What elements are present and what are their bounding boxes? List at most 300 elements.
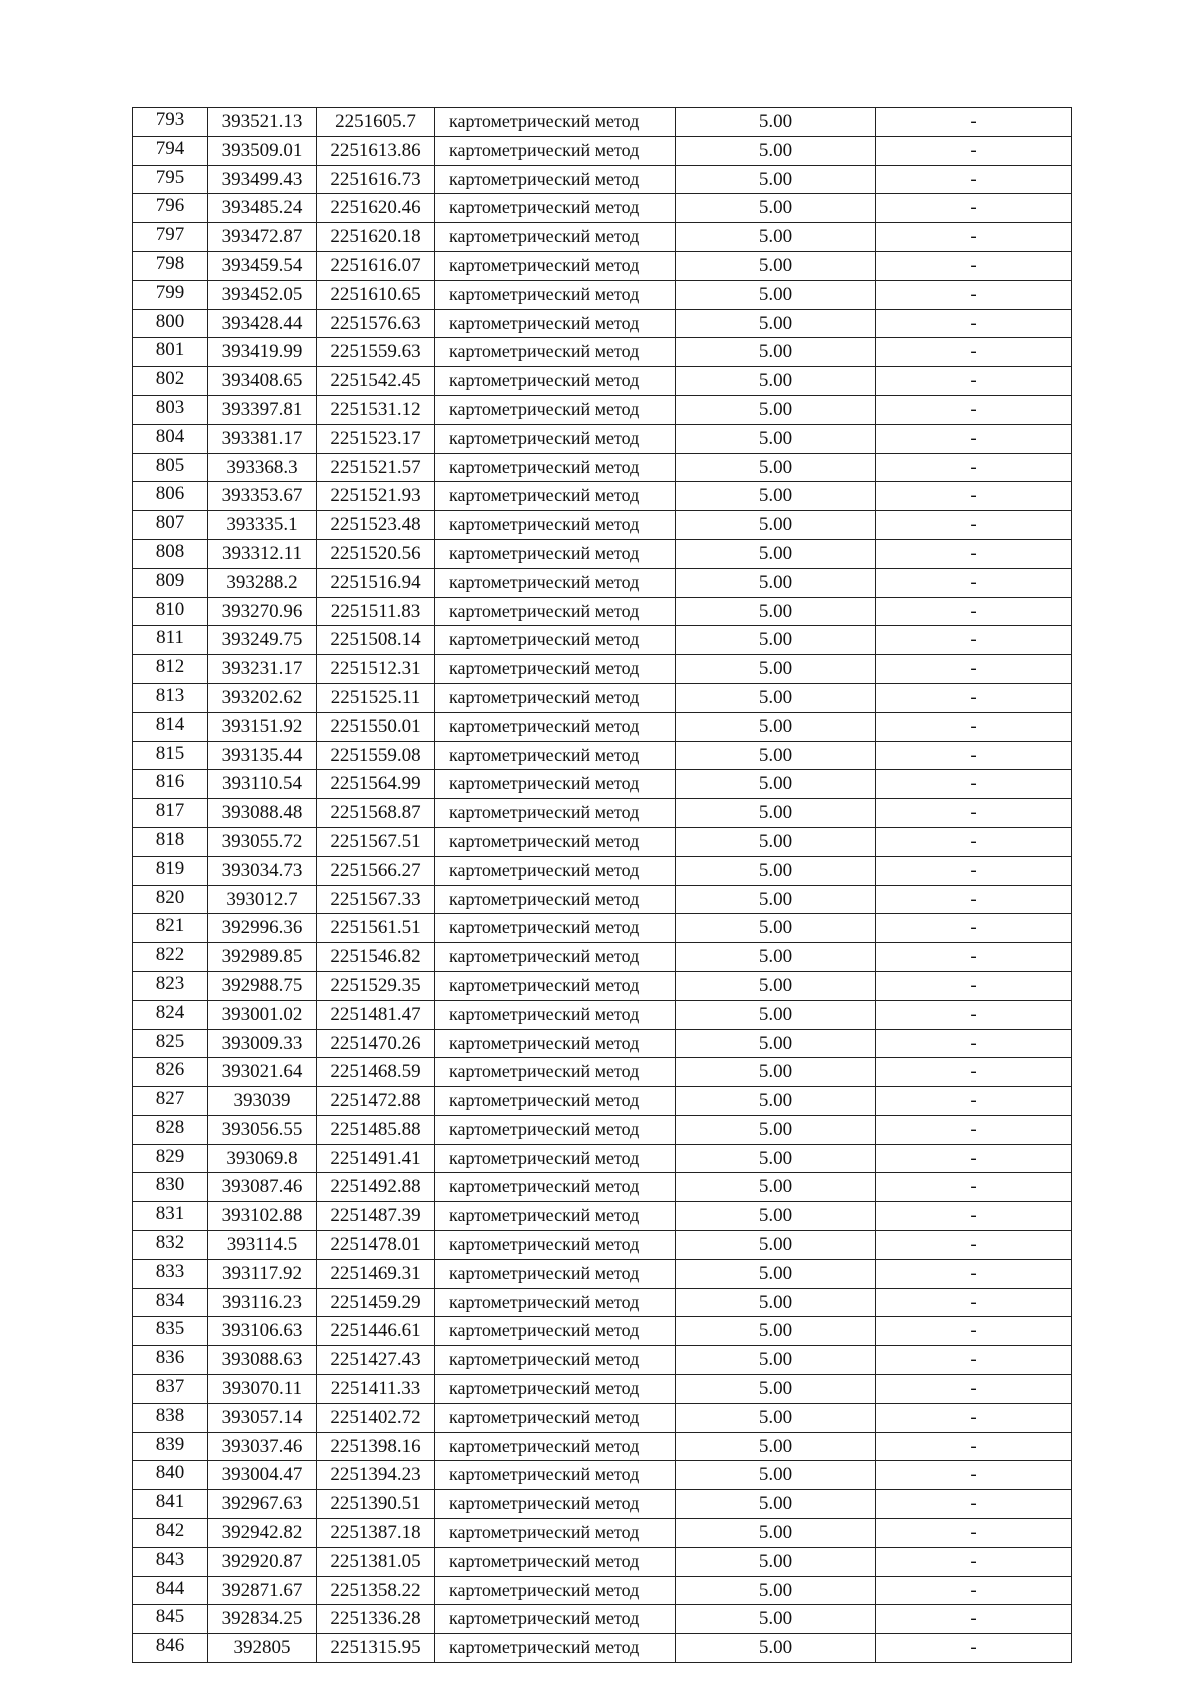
point-number-cell: 833 — [133, 1259, 208, 1288]
note-cell: - — [876, 1000, 1072, 1029]
x-coordinate-cell: 393037.46 — [208, 1432, 317, 1461]
x-coordinate-cell: 392988.75 — [208, 971, 317, 1000]
note-cell: - — [876, 712, 1072, 741]
table-row — [133, 655, 1072, 684]
point-number-cell: 826 — [133, 1058, 208, 1087]
accuracy-cell: 5.00 — [676, 194, 876, 223]
note-cell: - — [876, 482, 1072, 511]
x-coordinate-cell: 393249.75 — [208, 626, 317, 655]
x-coordinate-cell: 393288.2 — [208, 568, 317, 597]
y-coordinate-cell: 2251521.93 — [317, 482, 435, 511]
note-cell: - — [876, 655, 1072, 684]
method-cell: картометрический метод — [435, 424, 676, 453]
accuracy-cell: 5.00 — [676, 597, 876, 626]
point-number-cell: 840 — [133, 1461, 208, 1490]
accuracy-cell: 5.00 — [676, 1490, 876, 1519]
accuracy-cell: 5.00 — [676, 338, 876, 367]
x-coordinate-cell: 393057.14 — [208, 1403, 317, 1432]
y-coordinate-cell: 2251336.28 — [317, 1605, 435, 1634]
point-number-cell: 795 — [133, 165, 208, 194]
accuracy-cell: 5.00 — [676, 971, 876, 1000]
method-cell: картометрический метод — [435, 1231, 676, 1260]
x-coordinate-cell: 393116.23 — [208, 1288, 317, 1317]
x-coordinate-cell: 393509.01 — [208, 136, 317, 165]
x-coordinate-cell: 393381.17 — [208, 424, 317, 453]
method-cell: картометрический метод — [435, 943, 676, 972]
point-number-cell: 822 — [133, 943, 208, 972]
y-coordinate-cell: 2251566.27 — [317, 856, 435, 885]
table-row — [133, 251, 1072, 280]
accuracy-cell: 5.00 — [676, 1634, 876, 1663]
table-row — [133, 885, 1072, 914]
table-row — [133, 626, 1072, 655]
method-cell: картометрический метод — [435, 165, 676, 194]
point-number-cell: 819 — [133, 856, 208, 885]
note-cell: - — [876, 799, 1072, 828]
x-coordinate-cell: 393009.33 — [208, 1029, 317, 1058]
method-cell: картометрический метод — [435, 712, 676, 741]
note-cell: - — [876, 136, 1072, 165]
y-coordinate-cell: 2251567.51 — [317, 827, 435, 856]
method-cell: картометрический метод — [435, 1605, 676, 1634]
method-cell: картометрический метод — [435, 1000, 676, 1029]
accuracy-cell: 5.00 — [676, 1461, 876, 1490]
accuracy-cell: 5.00 — [676, 424, 876, 453]
x-coordinate-cell: 393070.11 — [208, 1375, 317, 1404]
x-coordinate-cell: 393368.3 — [208, 453, 317, 482]
x-coordinate-cell: 393202.62 — [208, 683, 317, 712]
point-number-cell: 844 — [133, 1576, 208, 1605]
method-cell: картометрический метод — [435, 1058, 676, 1087]
table-row — [133, 136, 1072, 165]
y-coordinate-cell: 2251381.05 — [317, 1547, 435, 1576]
y-coordinate-cell: 2251469.31 — [317, 1259, 435, 1288]
point-number-cell: 816 — [133, 770, 208, 799]
note-cell: - — [876, 885, 1072, 914]
x-coordinate-cell: 393021.64 — [208, 1058, 317, 1087]
y-coordinate-cell: 2251546.82 — [317, 943, 435, 972]
accuracy-cell: 5.00 — [676, 165, 876, 194]
table-row — [133, 741, 1072, 770]
x-coordinate-cell: 393055.72 — [208, 827, 317, 856]
note-cell: - — [876, 1144, 1072, 1173]
method-cell: картометрический метод — [435, 1144, 676, 1173]
point-number-cell: 809 — [133, 568, 208, 597]
x-coordinate-cell: 393521.13 — [208, 108, 317, 137]
point-number-cell: 843 — [133, 1547, 208, 1576]
point-number-cell: 837 — [133, 1375, 208, 1404]
accuracy-cell: 5.00 — [676, 1231, 876, 1260]
table-row — [133, 1490, 1072, 1519]
y-coordinate-cell: 2251481.47 — [317, 1000, 435, 1029]
coordinates-table-body — [133, 108, 1072, 1663]
table-row — [133, 1634, 1072, 1663]
y-coordinate-cell: 2251620.18 — [317, 223, 435, 252]
note-cell: - — [876, 1288, 1072, 1317]
note-cell: - — [876, 597, 1072, 626]
point-number-cell: 842 — [133, 1519, 208, 1548]
method-cell: картометрический метод — [435, 1519, 676, 1548]
method-cell: картометрический метод — [435, 655, 676, 684]
note-cell: - — [876, 568, 1072, 597]
accuracy-cell: 5.00 — [676, 1173, 876, 1202]
table-row — [133, 1547, 1072, 1576]
accuracy-cell: 5.00 — [676, 1375, 876, 1404]
point-number-cell: 839 — [133, 1432, 208, 1461]
note-cell: - — [876, 1259, 1072, 1288]
y-coordinate-cell: 2251561.51 — [317, 914, 435, 943]
method-cell: картометрический метод — [435, 1288, 676, 1317]
point-number-cell: 834 — [133, 1288, 208, 1317]
table-row — [133, 194, 1072, 223]
method-cell: картометрический метод — [435, 626, 676, 655]
y-coordinate-cell: 2251390.51 — [317, 1490, 435, 1519]
point-number-cell: 806 — [133, 482, 208, 511]
method-cell: картометрический метод — [435, 194, 676, 223]
accuracy-cell: 5.00 — [676, 539, 876, 568]
accuracy-cell: 5.00 — [676, 885, 876, 914]
point-number-cell: 814 — [133, 712, 208, 741]
point-number-cell: 831 — [133, 1202, 208, 1231]
x-coordinate-cell: 392942.82 — [208, 1519, 317, 1548]
accuracy-cell: 5.00 — [676, 1576, 876, 1605]
x-coordinate-cell: 392871.67 — [208, 1576, 317, 1605]
method-cell: картометрический метод — [435, 1403, 676, 1432]
accuracy-cell: 5.00 — [676, 1547, 876, 1576]
coordinates-table — [132, 107, 1072, 1663]
accuracy-cell: 5.00 — [676, 827, 876, 856]
point-number-cell: 823 — [133, 971, 208, 1000]
y-coordinate-cell: 2251525.11 — [317, 683, 435, 712]
note-cell: - — [876, 1432, 1072, 1461]
table-row — [133, 1519, 1072, 1548]
point-number-cell: 813 — [133, 683, 208, 712]
note-cell: - — [876, 1346, 1072, 1375]
x-coordinate-cell: 393459.54 — [208, 251, 317, 280]
table-row — [133, 971, 1072, 1000]
point-number-cell: 803 — [133, 395, 208, 424]
table-row — [133, 1375, 1072, 1404]
table-row — [133, 1231, 1072, 1260]
x-coordinate-cell: 393087.46 — [208, 1173, 317, 1202]
note-cell: - — [876, 1202, 1072, 1231]
method-cell: картометрический метод — [435, 511, 676, 540]
y-coordinate-cell: 2251491.41 — [317, 1144, 435, 1173]
x-coordinate-cell: 393004.47 — [208, 1461, 317, 1490]
y-coordinate-cell: 2251508.14 — [317, 626, 435, 655]
note-cell: - — [876, 453, 1072, 482]
x-coordinate-cell: 393088.63 — [208, 1346, 317, 1375]
accuracy-cell: 5.00 — [676, 251, 876, 280]
note-cell: - — [876, 1490, 1072, 1519]
note-cell: - — [876, 108, 1072, 137]
note-cell: - — [876, 1317, 1072, 1346]
table-row — [133, 1317, 1072, 1346]
point-number-cell: 827 — [133, 1087, 208, 1116]
x-coordinate-cell: 392920.87 — [208, 1547, 317, 1576]
x-coordinate-cell: 392967.63 — [208, 1490, 317, 1519]
method-cell: картометрический метод — [435, 1029, 676, 1058]
table-row — [133, 108, 1072, 137]
method-cell: картометрический метод — [435, 1461, 676, 1490]
point-number-cell: 817 — [133, 799, 208, 828]
point-number-cell: 802 — [133, 367, 208, 396]
note-cell: - — [876, 741, 1072, 770]
point-number-cell: 824 — [133, 1000, 208, 1029]
note-cell: - — [876, 1375, 1072, 1404]
y-coordinate-cell: 2251492.88 — [317, 1173, 435, 1202]
method-cell: картометрический метод — [435, 914, 676, 943]
accuracy-cell: 5.00 — [676, 1029, 876, 1058]
x-coordinate-cell: 392805 — [208, 1634, 317, 1663]
point-number-cell: 798 — [133, 251, 208, 280]
point-number-cell: 821 — [133, 914, 208, 943]
y-coordinate-cell: 2251576.63 — [317, 309, 435, 338]
point-number-cell: 805 — [133, 453, 208, 482]
point-number-cell: 825 — [133, 1029, 208, 1058]
method-cell: картометрический метод — [435, 1432, 676, 1461]
method-cell: картометрический метод — [435, 453, 676, 482]
accuracy-cell: 5.00 — [676, 108, 876, 137]
x-coordinate-cell: 393353.67 — [208, 482, 317, 511]
method-cell: картометрический метод — [435, 1317, 676, 1346]
table-row — [133, 1058, 1072, 1087]
method-cell: картометрический метод — [435, 1346, 676, 1375]
point-number-cell: 818 — [133, 827, 208, 856]
x-coordinate-cell: 393270.96 — [208, 597, 317, 626]
method-cell: картометрический метод — [435, 1115, 676, 1144]
point-number-cell: 796 — [133, 194, 208, 223]
table-row — [133, 683, 1072, 712]
x-coordinate-cell: 393485.24 — [208, 194, 317, 223]
table-row — [133, 712, 1072, 741]
y-coordinate-cell: 2251605.7 — [317, 108, 435, 137]
accuracy-cell: 5.00 — [676, 1605, 876, 1634]
x-coordinate-cell: 393069.8 — [208, 1144, 317, 1173]
y-coordinate-cell: 2251613.86 — [317, 136, 435, 165]
method-cell: картометрический метод — [435, 1490, 676, 1519]
note-cell: - — [876, 511, 1072, 540]
x-coordinate-cell: 393088.48 — [208, 799, 317, 828]
method-cell: картометрический метод — [435, 223, 676, 252]
y-coordinate-cell: 2251459.29 — [317, 1288, 435, 1317]
y-coordinate-cell: 2251358.22 — [317, 1576, 435, 1605]
point-number-cell: 838 — [133, 1403, 208, 1432]
x-coordinate-cell: 393039 — [208, 1087, 317, 1116]
y-coordinate-cell: 2251472.88 — [317, 1087, 435, 1116]
x-coordinate-cell: 393335.1 — [208, 511, 317, 540]
y-coordinate-cell: 2251550.01 — [317, 712, 435, 741]
accuracy-cell: 5.00 — [676, 626, 876, 655]
note-cell: - — [876, 1115, 1072, 1144]
table-row — [133, 280, 1072, 309]
note-cell: - — [876, 424, 1072, 453]
x-coordinate-cell: 393135.44 — [208, 741, 317, 770]
accuracy-cell: 5.00 — [676, 943, 876, 972]
y-coordinate-cell: 2251485.88 — [317, 1115, 435, 1144]
y-coordinate-cell: 2251620.46 — [317, 194, 435, 223]
y-coordinate-cell: 2251468.59 — [317, 1058, 435, 1087]
y-coordinate-cell: 2251559.63 — [317, 338, 435, 367]
point-number-cell: 797 — [133, 223, 208, 252]
accuracy-cell: 5.00 — [676, 799, 876, 828]
point-number-cell: 799 — [133, 280, 208, 309]
point-number-cell: 815 — [133, 741, 208, 770]
table-row — [133, 827, 1072, 856]
y-coordinate-cell: 2251487.39 — [317, 1202, 435, 1231]
table-row — [133, 1259, 1072, 1288]
x-coordinate-cell: 393312.11 — [208, 539, 317, 568]
point-number-cell: 801 — [133, 338, 208, 367]
table-row — [133, 1029, 1072, 1058]
method-cell: картометрический метод — [435, 885, 676, 914]
note-cell: - — [876, 309, 1072, 338]
method-cell: картометрический метод — [435, 683, 676, 712]
table-row — [133, 539, 1072, 568]
accuracy-cell: 5.00 — [676, 770, 876, 799]
point-number-cell: 808 — [133, 539, 208, 568]
point-number-cell: 793 — [133, 108, 208, 137]
note-cell: - — [876, 1519, 1072, 1548]
table-row — [133, 597, 1072, 626]
table-row — [133, 395, 1072, 424]
method-cell: картометрический метод — [435, 482, 676, 511]
method-cell: картометрический метод — [435, 309, 676, 338]
note-cell: - — [876, 683, 1072, 712]
table-row — [133, 453, 1072, 482]
accuracy-cell: 5.00 — [676, 223, 876, 252]
table-row — [133, 1000, 1072, 1029]
y-coordinate-cell: 2251616.73 — [317, 165, 435, 194]
y-coordinate-cell: 2251521.57 — [317, 453, 435, 482]
accuracy-cell: 5.00 — [676, 914, 876, 943]
y-coordinate-cell: 2251470.26 — [317, 1029, 435, 1058]
x-coordinate-cell: 393001.02 — [208, 1000, 317, 1029]
method-cell: картометрический метод — [435, 338, 676, 367]
note-cell: - — [876, 223, 1072, 252]
y-coordinate-cell: 2251478.01 — [317, 1231, 435, 1260]
accuracy-cell: 5.00 — [676, 1259, 876, 1288]
note-cell: - — [876, 1605, 1072, 1634]
note-cell: - — [876, 1231, 1072, 1260]
note-cell: - — [876, 165, 1072, 194]
point-number-cell: 836 — [133, 1346, 208, 1375]
accuracy-cell: 5.00 — [676, 1202, 876, 1231]
table-row — [133, 1576, 1072, 1605]
accuracy-cell: 5.00 — [676, 280, 876, 309]
table-row — [133, 338, 1072, 367]
accuracy-cell: 5.00 — [676, 1144, 876, 1173]
x-coordinate-cell: 393151.92 — [208, 712, 317, 741]
method-cell: картометрический метод — [435, 1634, 676, 1663]
y-coordinate-cell: 2251315.95 — [317, 1634, 435, 1663]
point-number-cell: 807 — [133, 511, 208, 540]
note-cell: - — [876, 1461, 1072, 1490]
accuracy-cell: 5.00 — [676, 1087, 876, 1116]
table-row — [133, 1461, 1072, 1490]
method-cell: картометрический метод — [435, 367, 676, 396]
x-coordinate-cell: 393034.73 — [208, 856, 317, 885]
method-cell: картометрический метод — [435, 1576, 676, 1605]
accuracy-cell: 5.00 — [676, 136, 876, 165]
accuracy-cell: 5.00 — [676, 367, 876, 396]
x-coordinate-cell: 393114.5 — [208, 1231, 317, 1260]
accuracy-cell: 5.00 — [676, 1432, 876, 1461]
accuracy-cell: 5.00 — [676, 1317, 876, 1346]
table-row — [133, 309, 1072, 338]
note-cell: - — [876, 770, 1072, 799]
note-cell: - — [876, 280, 1072, 309]
accuracy-cell: 5.00 — [676, 1403, 876, 1432]
table-row — [133, 914, 1072, 943]
accuracy-cell: 5.00 — [676, 1115, 876, 1144]
y-coordinate-cell: 2251529.35 — [317, 971, 435, 1000]
accuracy-cell: 5.00 — [676, 453, 876, 482]
y-coordinate-cell: 2251523.17 — [317, 424, 435, 453]
note-cell: - — [876, 1029, 1072, 1058]
x-coordinate-cell: 393056.55 — [208, 1115, 317, 1144]
note-cell: - — [876, 1547, 1072, 1576]
accuracy-cell: 5.00 — [676, 395, 876, 424]
y-coordinate-cell: 2251427.43 — [317, 1346, 435, 1375]
y-coordinate-cell: 2251512.31 — [317, 655, 435, 684]
point-number-cell: 832 — [133, 1231, 208, 1260]
y-coordinate-cell: 2251567.33 — [317, 885, 435, 914]
note-cell: - — [876, 1058, 1072, 1087]
accuracy-cell: 5.00 — [676, 511, 876, 540]
method-cell: картометрический метод — [435, 971, 676, 1000]
x-coordinate-cell: 393106.63 — [208, 1317, 317, 1346]
y-coordinate-cell: 2251610.65 — [317, 280, 435, 309]
note-cell: - — [876, 251, 1072, 280]
accuracy-cell: 5.00 — [676, 683, 876, 712]
point-number-cell: 829 — [133, 1144, 208, 1173]
method-cell: картометрический метод — [435, 799, 676, 828]
x-coordinate-cell: 392989.85 — [208, 943, 317, 972]
table-row — [133, 482, 1072, 511]
point-number-cell: 811 — [133, 626, 208, 655]
y-coordinate-cell: 2251511.83 — [317, 597, 435, 626]
table-row — [133, 799, 1072, 828]
table-row — [133, 511, 1072, 540]
point-number-cell: 800 — [133, 309, 208, 338]
accuracy-cell: 5.00 — [676, 1288, 876, 1317]
note-cell: - — [876, 1576, 1072, 1605]
point-number-cell: 835 — [133, 1317, 208, 1346]
point-number-cell: 845 — [133, 1605, 208, 1634]
note-cell: - — [876, 943, 1072, 972]
method-cell: картометрический метод — [435, 1375, 676, 1404]
point-number-cell: 828 — [133, 1115, 208, 1144]
table-row — [133, 223, 1072, 252]
x-coordinate-cell: 393110.54 — [208, 770, 317, 799]
x-coordinate-cell: 393499.43 — [208, 165, 317, 194]
y-coordinate-cell: 2251616.07 — [317, 251, 435, 280]
method-cell: картометрический метод — [435, 108, 676, 137]
table-row — [133, 424, 1072, 453]
note-cell: - — [876, 914, 1072, 943]
table-row — [133, 165, 1072, 194]
accuracy-cell: 5.00 — [676, 655, 876, 684]
x-coordinate-cell: 392834.25 — [208, 1605, 317, 1634]
note-cell: - — [876, 539, 1072, 568]
accuracy-cell: 5.00 — [676, 1519, 876, 1548]
y-coordinate-cell: 2251387.18 — [317, 1519, 435, 1548]
accuracy-cell: 5.00 — [676, 856, 876, 885]
method-cell: картометрический метод — [435, 1173, 676, 1202]
point-number-cell: 794 — [133, 136, 208, 165]
y-coordinate-cell: 2251446.61 — [317, 1317, 435, 1346]
